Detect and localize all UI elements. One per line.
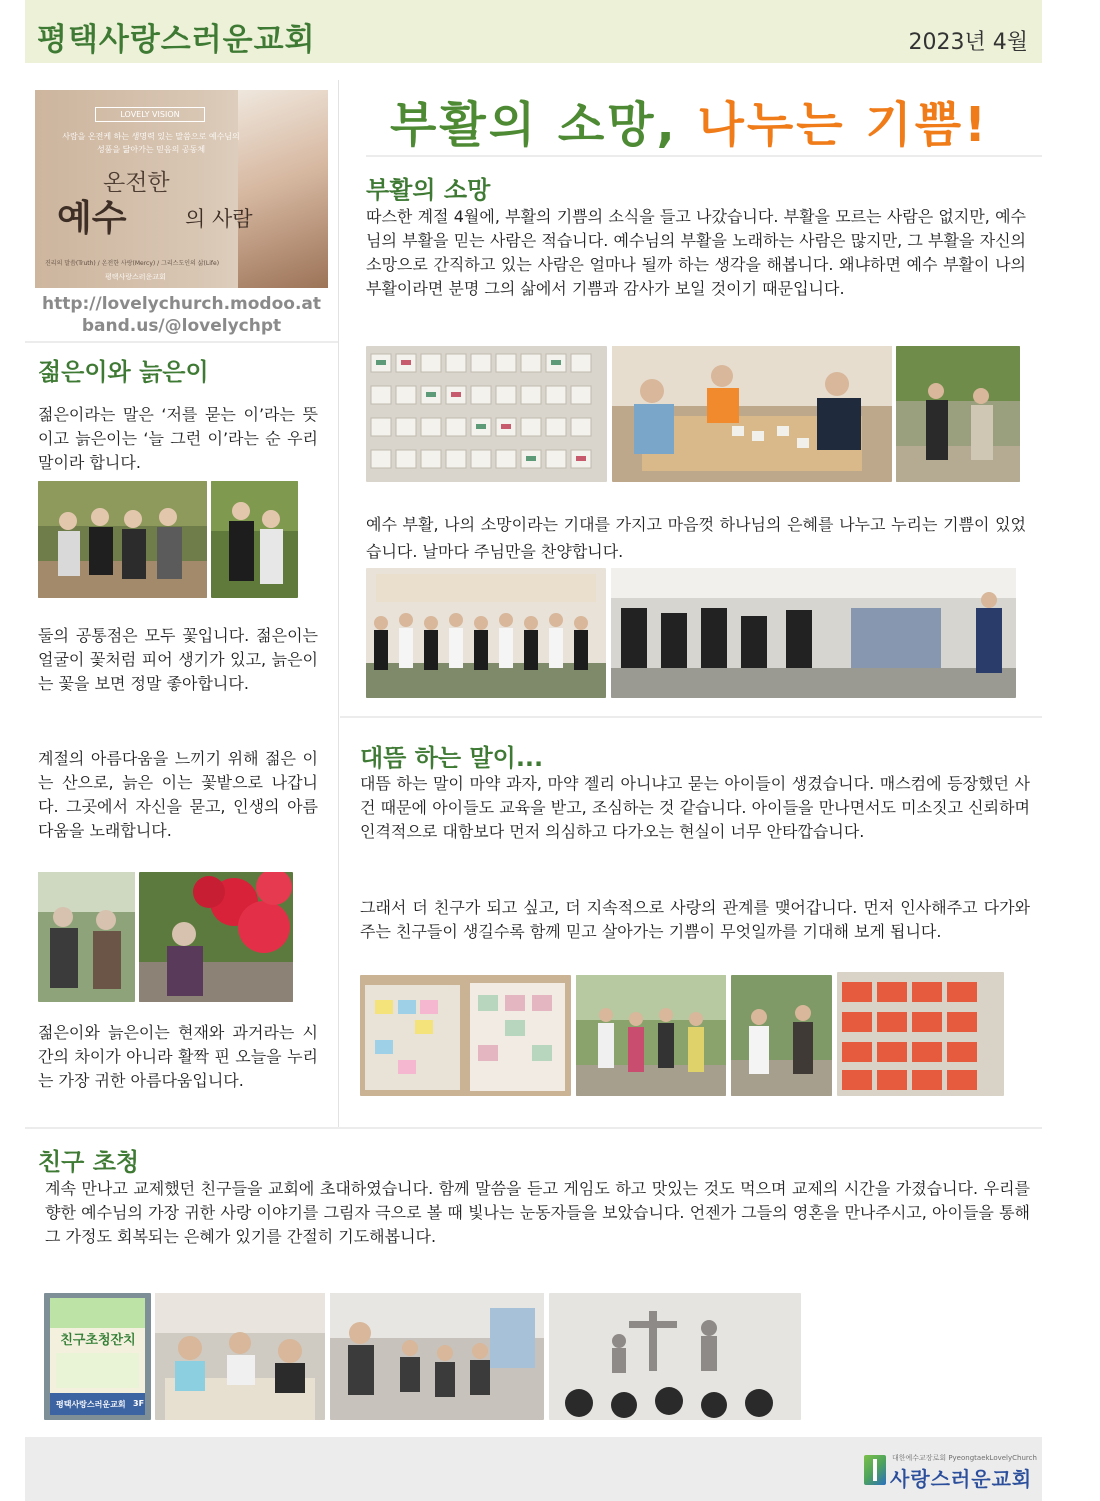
church-name: 평택사랑스러운교회 — [37, 22, 316, 58]
logo-subtext: 대한예수교장로회 PyeongtaekLovelyChurch — [892, 1454, 1037, 1462]
left-top-divider — [25, 341, 338, 343]
poster-church: 평택사랑스러운교회 — [56, 1400, 126, 1409]
newsletter-footer — [25, 1437, 1042, 1501]
logo-name: 사랑스러운교회 — [890, 1467, 1033, 1491]
snack-bags-photo — [837, 972, 1004, 1096]
young-old-p1: 젊은이라는 말은 ‘저를 묻는 이’라는 뜻이고 늙은이는 ‘늘 그런 이’라는 순 우리말이라 합니다. — [38, 405, 318, 472]
column-divider — [338, 80, 339, 1127]
children-outside-photo-1 — [576, 975, 726, 1096]
youth-group-photo-1 — [38, 481, 207, 598]
bottom-divider — [25, 1127, 1042, 1129]
youth-group-photo-2 — [211, 481, 298, 598]
invite-title: 친구 초청 — [38, 1148, 140, 1176]
young-old-title: 젊은이와 늙은이 — [38, 358, 209, 386]
website-link[interactable]: http://lovelychurch.modoo.at — [41, 294, 322, 314]
book-subtitle: 사람을 온전케 하는 생명력 있는 말씀으로 예수님의 성품을 닮아가는 믿음의 공동체 — [62, 132, 240, 154]
book-title-line1: 온전한 — [103, 170, 170, 196]
street-evangelism-photo — [896, 346, 1020, 482]
invitation-poster-photo — [44, 1293, 151, 1420]
headline-part2: 나누는 기쁨! — [697, 97, 989, 153]
book-title-main: 예수 — [57, 197, 127, 239]
easter-hope-title: 부활의 소망 — [366, 176, 491, 204]
book-logo: 평택사랑스러운교회 — [105, 273, 166, 281]
elders-photo-1 — [38, 872, 135, 1002]
easter-hope-p1: 따스한 계절 4월에, 부활의 기쁨의 소식을 들고 나갔습니다. 부활을 모르는 사람은 없지만, 예수님의 부활을 믿는 사람은 적습니다. 예수님의 부활을 노래하는 사람은 많지만, 그 부활을 자신의 소망으로 간직하고 있는 사람은 얼마나 될까 하는 생각을 해봅니다. 왜냐하면 예수 부활이 나의 부활이라면 분명 그의 삶에서 기쁨과 감사가 보일 것이기 때문입니다. — [366, 207, 1026, 298]
right-mid-divider — [340, 716, 1042, 718]
kids-eating-photo — [155, 1293, 325, 1420]
headline — [390, 86, 989, 155]
young-old-p2: 둘의 공통점은 모두 꽃입니다. 젊은이는 얼굴이 꽃처럼 피어 생기가 있고, 늙은이는 꽃을 보면 정말 좋아합니다. — [38, 626, 318, 693]
easter-hope-p2: 예수 부활, 나의 소망이라는 기대를 가지고 마음껏 하나님의 은혜를 나누고 누리는 기쁨이 있었습니다. 날마다 주님만을 찬양합니다. — [366, 515, 1026, 561]
band-link[interactable]: band.us/@lovelychpt — [81, 316, 282, 336]
snack-gifts-photo — [360, 975, 571, 1096]
choir-photo — [366, 568, 606, 698]
young-old-p3: 계절의 아름다움을 느끼기 위해 젊은 이는 산으로, 늙은 이는 꽃밭으로 나갑니다. 그곳에서 자신을 묻고, 인생의 아름다움을 노래합니다. — [38, 749, 318, 840]
poster-floor: 3F — [133, 1399, 145, 1408]
headline-part1: 부활의 소망, — [390, 97, 678, 153]
lovely-vision-book-cover — [35, 90, 328, 288]
answer-p2: 그래서 더 친구가 되고 싶고, 더 지속적으로 사랑의 관계를 맺어갑니다. 먼저 인사해주고 다가와 주는 친구들이 생길수록 함께 믿고 살아가는 기쁨이 무엇일까를 기대해 보게 됩니다. — [360, 898, 1030, 941]
answer-title: 대뜸 하는 말이... — [360, 744, 544, 772]
cross-logo-icon — [864, 1455, 886, 1485]
children-outside-photo-2 — [731, 975, 832, 1096]
classroom-photo — [330, 1293, 544, 1420]
young-old-p4: 젊은이와 늙은이는 현재와 과거라는 시간의 차이가 아니라 활짝 핀 오늘을 누리는 가장 귀한 아름다움입니다. — [38, 1023, 318, 1090]
church-logo — [864, 1451, 1037, 1491]
issue-date: 2023년 4월 — [908, 30, 1028, 55]
shadow-play-photo — [549, 1293, 801, 1420]
headline-divider — [366, 155, 1042, 157]
easter-gifts-photo — [366, 346, 607, 482]
book-title-suffix: 의 사람 — [185, 207, 253, 231]
book-tag: LOVELY VISION — [95, 107, 205, 122]
invite-p1: 계속 만나고 교제했던 친구들을 교회에 초대하였습니다. 함께 말씀을 듣고 게임도 하고 맛있는 것도 먹으며 교제의 시간을 가졌습니다. 우리를 향한 예수님의 가장 귀한 사랑 이야기를 그림자 극으로 볼 때 빛나는 눈동자들을 보았습니다. 언젠가 그들의 영혼을 만나주시고, 아이들을 통해 그 가정도 회복되는 은혜가 있기를 간절히 기도해봅니다. — [45, 1179, 1030, 1246]
gift-packing-photo — [612, 346, 892, 482]
worship-service-photo — [611, 568, 1016, 698]
elders-photo-2 — [139, 872, 293, 1002]
newsletter-header — [25, 0, 1042, 63]
book-footer: 진리의 말씀(Truth) / 온전한 사랑(Mercy) / 그리스도인의 삶(Life) — [45, 260, 220, 267]
poster-title: 친구초청잔치 — [60, 1333, 136, 1348]
hands-holding-bible-image — [238, 90, 328, 288]
church-links — [40, 293, 323, 337]
answer-p1: 대뜸 하는 말이 마약 과자, 마약 젤리 아니냐고 묻는 아이들이 생겼습니다. 매스컴에 등장했던 사건 때문에 아이들도 교육을 받고, 조심하는 것 같습니다. 아이들을 만나면서도 미소짓고 신뢰하며 인격적으로 대함보다 먼저 의심하고 다가오는 현실이 너무 안타깝습니다. — [360, 774, 1030, 841]
